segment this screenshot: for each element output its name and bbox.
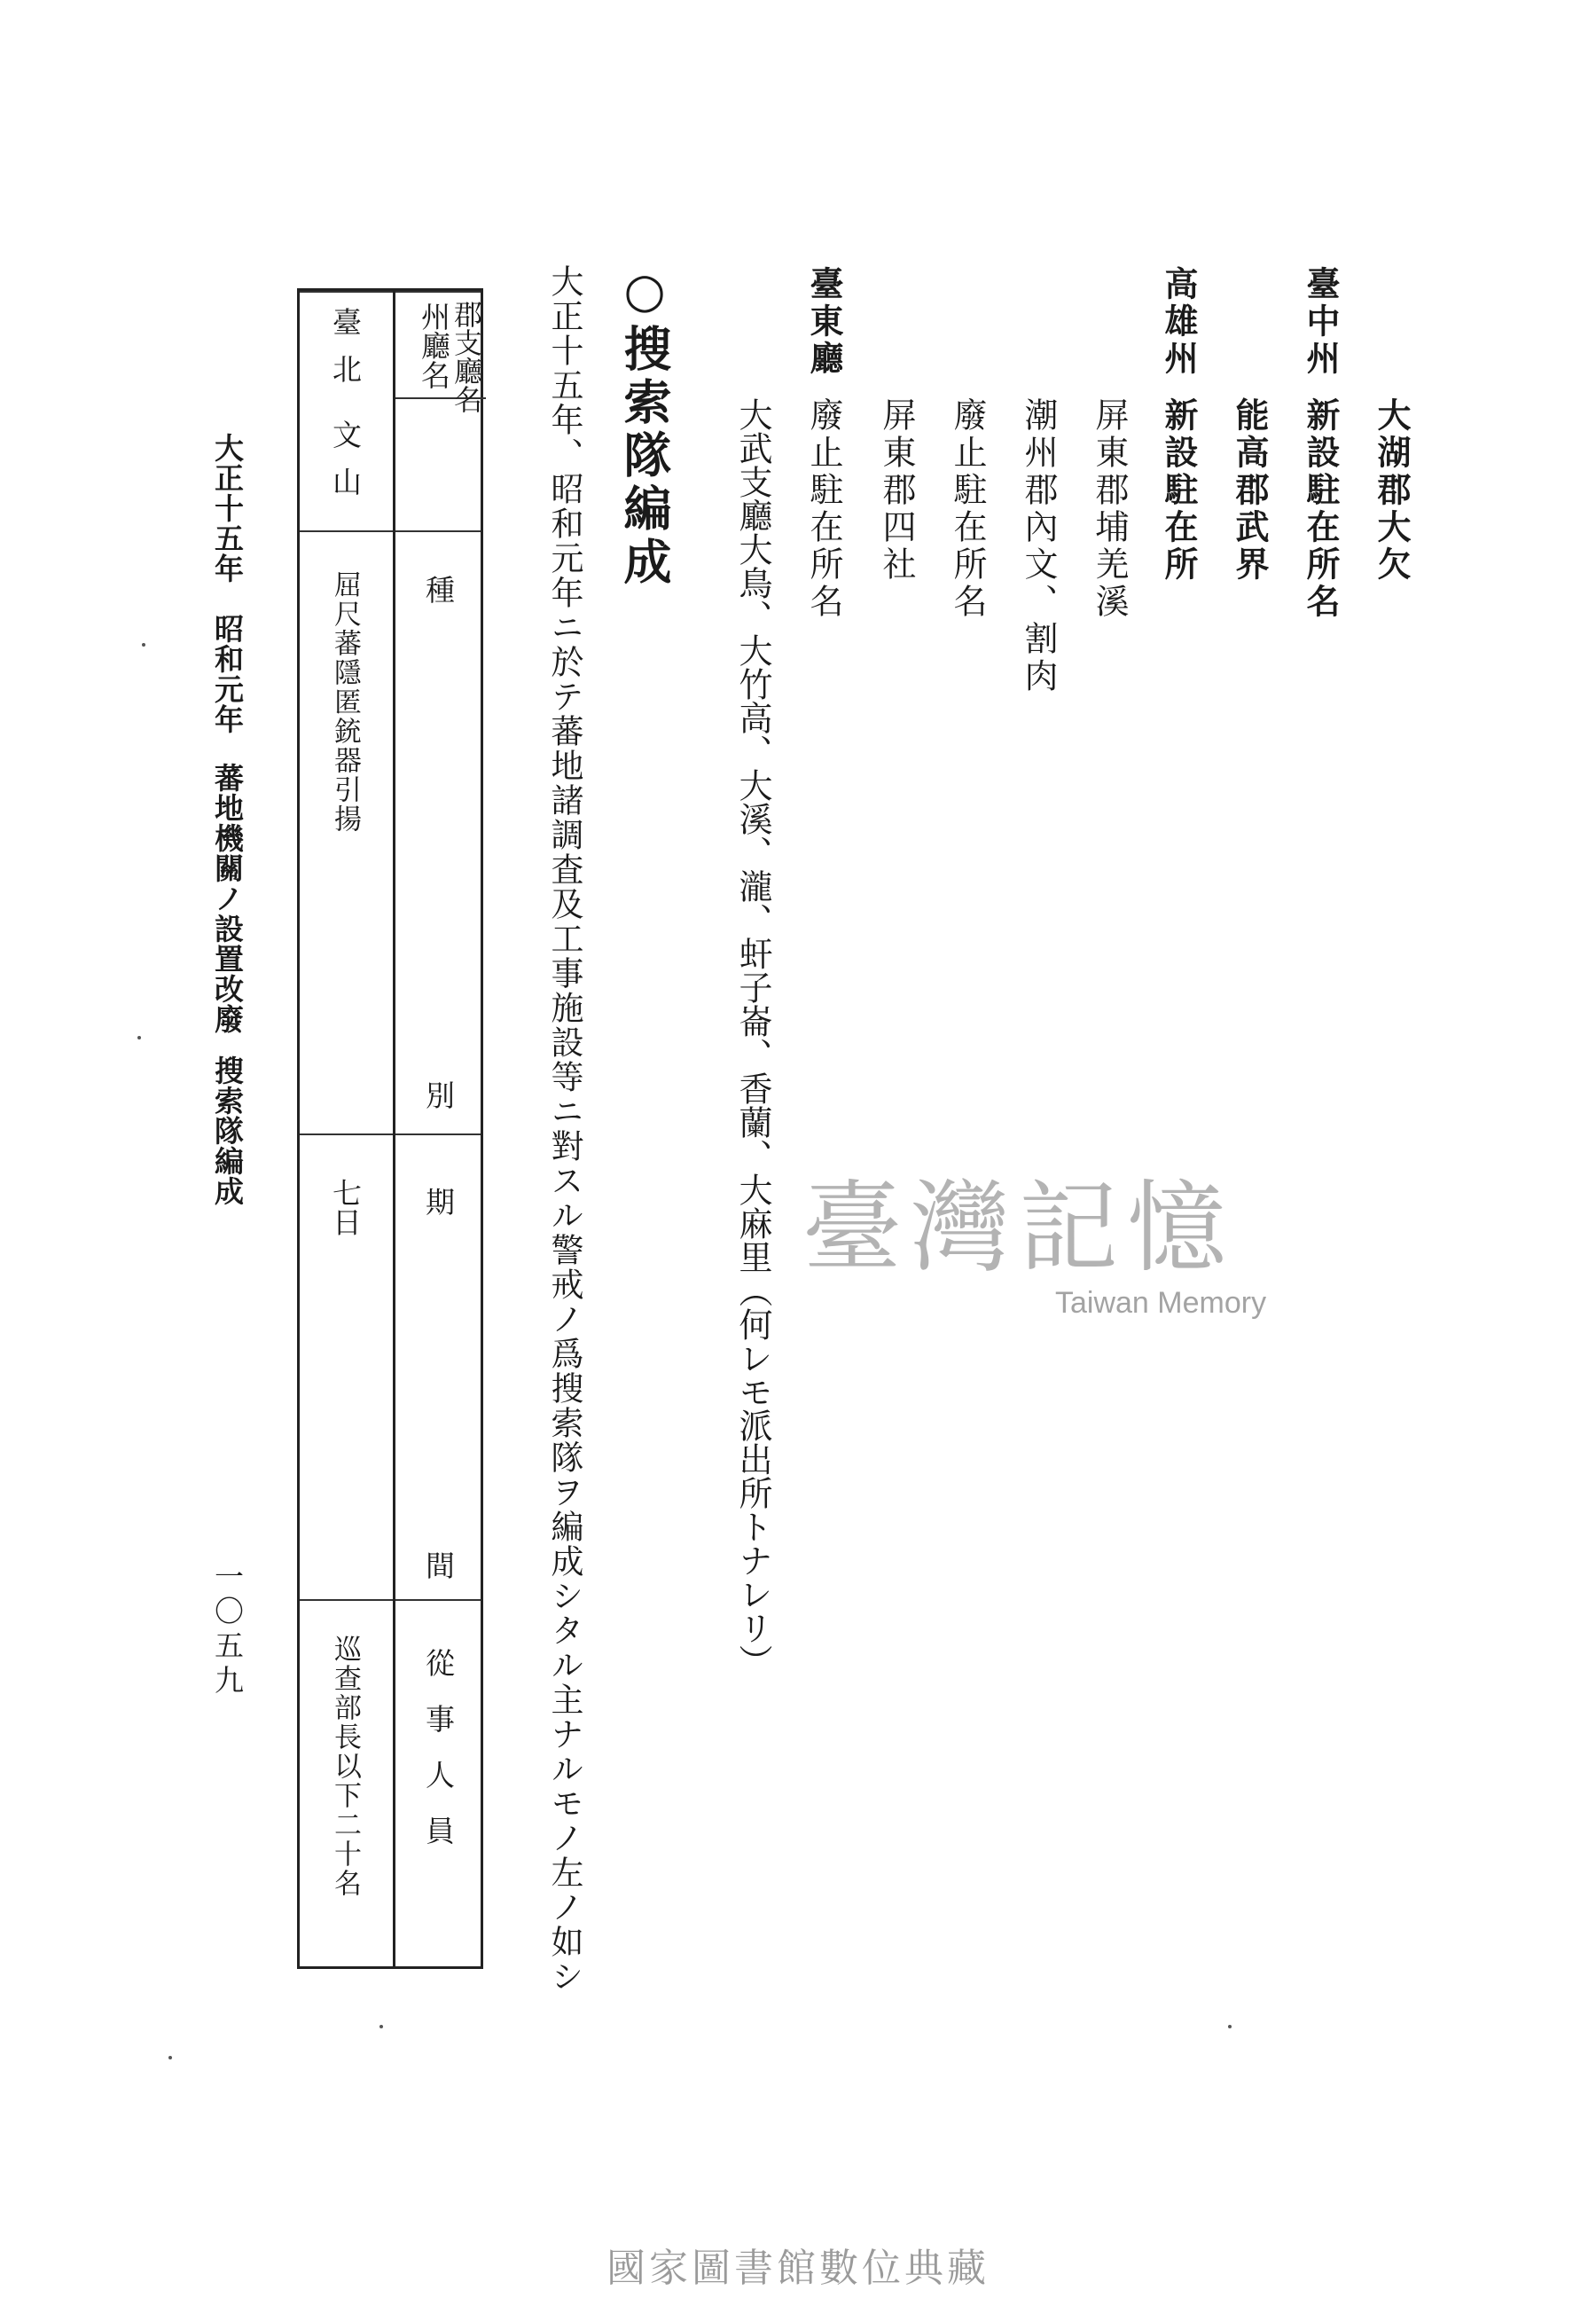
running-head-topic: 搜索隊編成 bbox=[210, 1055, 245, 1206]
cell-shubetsu: 屈尺蕃隱匿銃器引揚 bbox=[329, 570, 361, 834]
cell-jinin: 巡查部長以下二十名 bbox=[329, 1635, 361, 1898]
watermark-chinese: 臺灣記憶 bbox=[802, 1171, 1235, 1286]
table-divider bbox=[393, 291, 395, 1966]
page-number: 一〇五九 bbox=[210, 1561, 245, 1699]
table-rule bbox=[300, 291, 481, 293]
table-rule bbox=[300, 530, 481, 532]
text-column-choshu: 潮州郡內文、割肉 bbox=[1019, 397, 1058, 695]
header-gun-shi: 郡支廳名 bbox=[450, 300, 483, 413]
table-rule bbox=[300, 1133, 481, 1135]
cell-gun-shi: 文山 bbox=[328, 420, 363, 514]
header-shu-cho: 州廳名 bbox=[417, 302, 451, 389]
body-paragraph: 大正十五年、昭和元年ニ於テ蕃地諸調査及工事施設等ニ對スル警戒ノ爲搜索隊ヲ編成シタル主ナルモノ左ノ如シ bbox=[545, 264, 583, 1994]
scan-speck bbox=[142, 643, 145, 647]
scan-speck bbox=[1228, 2025, 1232, 2028]
watermark-english: Taiwan Memory bbox=[1055, 1286, 1267, 1320]
running-head-chapter: 蕃地機關ノ設置改廢 bbox=[210, 763, 245, 1034]
search-party-table bbox=[297, 288, 483, 1969]
prefecture-takao: 高雄州 bbox=[1159, 266, 1199, 378]
text-column-takao-new: 新設駐在所 bbox=[1159, 397, 1199, 584]
header-kikan-a: 期 bbox=[421, 1187, 456, 1216]
text-column-taito-haishi: 廢止駐在所名 bbox=[804, 397, 843, 621]
section-title: ○搜索隊編成 bbox=[616, 262, 673, 590]
cell-kikan: 七日 bbox=[328, 1178, 363, 1236]
header-shubetsu-a: 種 bbox=[421, 575, 456, 604]
text-column-heito-hoji: 屏東郡埔羌溪 bbox=[1090, 397, 1129, 621]
prefecture-taichu: 臺中州 bbox=[1301, 266, 1341, 378]
taiwan-memory-watermark bbox=[802, 1149, 1266, 1321]
scan-speck bbox=[379, 2025, 383, 2028]
scan-speck bbox=[168, 2056, 172, 2059]
text-column-daibu: 大武支廳大鳥、大竹高、大溪、瀧、虷子崙、香蘭、大麻里（何レモ派出所トナレリ） bbox=[733, 397, 772, 1678]
prefecture-taito: 臺東廳 bbox=[804, 266, 844, 378]
header-kikan-b: 間 bbox=[421, 1550, 456, 1580]
scan-speck bbox=[137, 1036, 141, 1039]
text-column-noko: 能高郡武界 bbox=[1230, 397, 1270, 584]
text-column-taichu-new: 新設駐在所名 bbox=[1301, 397, 1341, 621]
running-head-years: 大正十五年 昭和元年 bbox=[210, 433, 245, 734]
text-column-heito-yonsha: 屏東郡四社 bbox=[877, 397, 916, 584]
table-rule bbox=[300, 1599, 481, 1601]
header-shubetsu-b: 別 bbox=[421, 1080, 456, 1110]
text-column-haishi: 廢止駐在所名 bbox=[948, 397, 987, 621]
cell-shu-cho: 臺北 bbox=[328, 307, 363, 401]
header-jinin: 從事人員 bbox=[421, 1648, 456, 1871]
library-footer: 國家圖書館數位典藏 bbox=[606, 2246, 990, 2291]
text-column-daio: 大湖郡大欠 bbox=[1372, 397, 1412, 584]
